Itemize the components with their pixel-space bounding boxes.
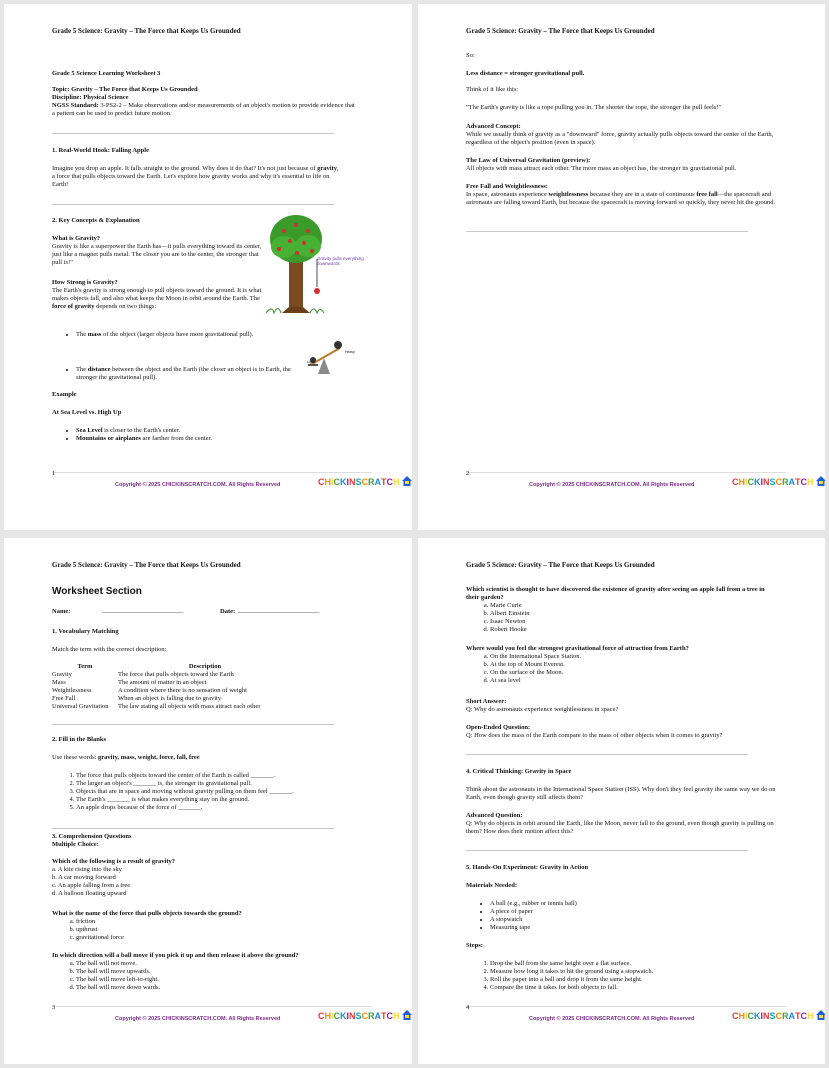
table-row <box>52 671 292 679</box>
divider <box>52 724 334 725</box>
option[interactable]: c. On the surface of the Moon. <box>490 669 710 677</box>
logo-letter: C <box>775 477 783 487</box>
logo-letter: A <box>788 1011 796 1021</box>
logo-letter: K <box>340 1011 347 1021</box>
so-text: So: <box>466 52 475 59</box>
table-row <box>52 695 292 703</box>
critical-thinking-text: Think about the astronauts in the International Space Station (ISS). Why don't they feel gravity the same way we do on Earth, even though gravity still affects them? <box>466 786 776 801</box>
law-heading: The Law of Universal Gravitation (preview): <box>466 157 591 164</box>
law-text: All objects with mass attract each other. The more mass an object has, the stronger its gravitational pull. <box>466 165 737 172</box>
logo-letter: R <box>782 477 789 487</box>
what-is-gravity-heading: What is Gravity? <box>52 235 101 242</box>
worksheet-title: Grade 5 Science Learning Worksheet 3 <box>52 70 161 77</box>
option[interactable]: a. The ball will not move. <box>76 960 296 968</box>
vocab-term: Mass <box>52 679 66 686</box>
vocab-description: A condition where there is no sensation of weight <box>118 687 247 694</box>
materials-list <box>466 900 710 932</box>
date-label: Date: <box>220 608 236 615</box>
list-item: 2. Measure how long it takes to hit the ground using a stopwatch. <box>490 968 770 976</box>
house-icon <box>402 476 412 486</box>
logo-letter: I <box>346 1011 350 1021</box>
free-fall-heading: Free Fall and Weightlessness: <box>466 183 548 190</box>
how-strong-text: The Earth's gravity is strong enough to pull objects toward the ground. It is what makes objects fall, and also what keeps the Moon in orbit around the Earth. The force of gravity depends on two things: <box>52 287 262 310</box>
section-1-text: Imagine you drop an apple. It falls straight to the ground. Why does it do that? It's not just because of gravity, a force that pulls objects toward the Earth. Let's explore how gravity works and why it's essential to life on Earth! <box>52 165 339 188</box>
logo-letter: C <box>747 1011 755 1021</box>
open-ended-heading: Open-Ended Question: <box>466 724 531 731</box>
option[interactable]: a. A kite rising into the sky <box>52 866 122 873</box>
section-2-heading: 2. Key Concepts & Explanation <box>52 217 140 224</box>
question-3-options <box>52 960 296 992</box>
logo-letter: C <box>747 477 755 487</box>
option[interactable]: c. Isaac Newton <box>490 618 690 626</box>
copyright-text: Copyright © 2025 CHICKINSCRATCH.COM. All Rights Reserved <box>529 1016 695 1022</box>
list-item: • The mass of the object (larger objects have more gravitational pull). <box>76 331 316 339</box>
vocab-table <box>52 663 292 711</box>
list-item: • Sea Level is closer to the Earth's center. <box>76 427 336 435</box>
logo-letter: I <box>745 1011 748 1021</box>
divider <box>52 828 334 829</box>
option[interactable]: d. A balloon floating upward <box>52 890 127 897</box>
page-3 <box>4 538 412 1064</box>
list-item: 1. The force that pulls objects toward the center of the Earth is called _______. <box>76 772 376 780</box>
option[interactable]: a. On the International Space Station. <box>490 653 710 661</box>
vocab-description: When an object is falling due to gravity <box>118 695 222 702</box>
logo-letter: H <box>807 1011 814 1021</box>
logo-letter: C <box>361 477 369 487</box>
logo-letter: S <box>355 1011 362 1021</box>
vocab-term: Weightlessness <box>52 687 92 694</box>
logo-letter: C <box>732 477 739 487</box>
list-item: • Measuring tape <box>490 924 710 932</box>
vocab-term: Universal Gravitation <box>52 703 109 710</box>
option[interactable]: c. An apple falling from a tree <box>52 882 131 889</box>
footer-rule <box>466 1006 786 1007</box>
vocab-instructions: Match the term with the correct description: <box>52 646 167 653</box>
logo-letter: S <box>769 1011 776 1021</box>
option[interactable]: a. friction <box>76 918 276 926</box>
logo-letter: C <box>732 1011 739 1021</box>
brand-logo <box>732 1010 825 1021</box>
list-item: 3. Roll the paper into a ball and drop it from the same height. <box>490 976 770 984</box>
example-heading: Example <box>52 391 77 398</box>
logo-letter: K <box>340 477 347 487</box>
logo-letter: N <box>349 477 356 487</box>
gravity-factors-list <box>52 331 316 339</box>
logo-letter: C <box>318 477 325 487</box>
logo-letter: K <box>754 1011 761 1021</box>
option[interactable]: b. upthrust <box>76 926 276 934</box>
question-4: Which scientist is thought to have discovered the existence of gravity after seeing an apple fall from a tree in their garden? <box>466 586 765 601</box>
list-item: • Mountains or airplanes are farther from the center. <box>76 435 336 443</box>
fill-blanks-heading: 2. Fill in the Blanks <box>52 736 106 743</box>
vocab-term: Gravity <box>52 671 72 678</box>
logo-letter: K <box>754 477 761 487</box>
logo-letter: C <box>361 1011 369 1021</box>
logo-letter: C <box>333 1011 341 1021</box>
logo-letter: T <box>795 477 801 487</box>
logo-letter: S <box>355 477 362 487</box>
scale-light-label: Light <box>307 360 315 364</box>
fill-blanks-list <box>52 772 376 812</box>
list-item: 5. An apple drops because of the force of _______. <box>76 804 376 812</box>
list-item: • A ball (e.g., rubber or tennis ball) <box>490 900 710 908</box>
question-1: Which of the following is a result of gravity? <box>52 858 176 865</box>
logo-letter: C <box>318 1011 325 1021</box>
column-header: Term <box>77 663 93 670</box>
section-1-heading: 1. Real-World Hook: Falling Apple <box>52 147 149 154</box>
question-5-options <box>466 653 710 685</box>
logo-letter: C <box>800 1011 808 1021</box>
page-header: Grade 5 Science: Gravity – The Force that Keeps Us Grounded <box>466 561 655 569</box>
logo-letter: N <box>763 1011 770 1021</box>
logo-letter: I <box>331 477 334 487</box>
sea-level-heading: At Sea Level vs. High Up <box>52 409 122 416</box>
vocab-description: The law stating all objects with mass attract each other <box>118 703 261 710</box>
list-item: 2. The larger an object's _______ is, the stronger its gravitational pull. <box>76 780 376 788</box>
logo-letter: C <box>386 477 394 487</box>
column-header: Description <box>188 663 222 670</box>
logo-letter: I <box>760 1011 764 1021</box>
steps-list <box>466 960 770 992</box>
logo-letter: T <box>381 477 387 487</box>
what-is-gravity-text: Gravity is like a superpower the Earth has—it pulls everything toward its center, just like a magnet pulls metal. The closer you are to the center, the stronger that pull is!" <box>52 243 262 266</box>
footer-rule <box>52 1006 372 1007</box>
option[interactable]: c. The ball will move left-to-right. <box>76 976 296 984</box>
logo-letter: H <box>738 1011 745 1021</box>
ngss-standard: NGSS Standard: 3-PS2-2 – Make observations and/or measurements of an object's motion to provide evidence that a pattern can be used to predict future motion. <box>52 102 355 117</box>
logo-letter: C <box>386 1011 394 1021</box>
logo-letter: H <box>324 1011 331 1021</box>
question-1-options <box>52 866 130 898</box>
steps-heading: Steps: <box>466 942 483 949</box>
scale-heavy-label: Heavy <box>345 350 355 354</box>
free-fall-text: In space, astronauts experience weightlessness because they are in a state of continuous free fall—the spacecraft and astronauts are falling toward Earth, but because the spacecraft is moving forward so quickly, they never hit the ground. <box>466 191 776 206</box>
advanced-question-text: Q: Why do objects in orbit around the Earth, like the Moon, never fall to the ground, even though gravity is pulling on them? How does their motion affect this? <box>466 820 774 835</box>
logo-letter: N <box>349 1011 356 1021</box>
page-4 <box>418 538 825 1064</box>
question-4-options <box>466 602 690 634</box>
list-item: • A stopwatch <box>490 916 710 924</box>
footer-rule <box>52 472 372 473</box>
logo-letter: H <box>324 477 331 487</box>
logo-letter: H <box>393 1011 400 1021</box>
logo-letter: C <box>333 477 341 487</box>
brand-logo <box>732 476 825 487</box>
discipline-line: Discipline: Physical Science <box>52 94 129 101</box>
worksheet-section-title: Worksheet Section <box>52 586 142 597</box>
option[interactable]: d. Robert Hooke <box>490 626 690 634</box>
fill-blanks-instructions: Use these words: gravity, mass, weight, force, fall, free <box>52 754 200 761</box>
gravity-factors-list-2 <box>52 366 311 382</box>
list-item: 4. Compare the time it takes for both objects to fall. <box>490 984 770 992</box>
date-field[interactable]: _________________________ <box>238 607 320 614</box>
logo-letter: H <box>738 477 745 487</box>
option[interactable]: d. At sea level <box>490 677 710 685</box>
logo-letter: A <box>374 477 382 487</box>
logo-letter: S <box>769 477 776 487</box>
option[interactable]: a. Marie Curie <box>490 602 690 610</box>
option[interactable]: c. gravitational force <box>76 934 276 942</box>
logo-letter: I <box>760 477 764 487</box>
rope-quote: "The Earth's gravity is like a rope pulling you in. The shorter the rope, the stronger the pull feels!" <box>466 104 722 111</box>
divider <box>52 133 334 134</box>
logo-letter: R <box>368 477 375 487</box>
balance-scale-illustration <box>304 336 364 376</box>
advanced-question-heading: Advanced Question: <box>466 812 523 819</box>
logo-letter: T <box>795 1011 801 1021</box>
table-row <box>52 703 292 711</box>
divider <box>466 231 748 232</box>
page-2 <box>418 4 825 530</box>
footer-rule <box>466 472 786 473</box>
multiple-choice-heading: Multiple Choice: <box>52 841 99 848</box>
page-header: Grade 5 Science: Gravity – The Force that Keeps Us Grounded <box>52 27 241 35</box>
logo-letter: H <box>393 477 400 487</box>
name-label: Name: <box>52 608 71 615</box>
page-number: 4 <box>466 1004 470 1011</box>
how-strong-heading: How Strong is Gravity? <box>52 279 118 286</box>
logo-letter: A <box>374 1011 382 1021</box>
table-row <box>52 679 292 687</box>
tree-caption: Gravity pulls everything downwards <box>317 256 364 266</box>
logo-letter: H <box>807 477 814 487</box>
logo-letter: T <box>381 1011 387 1021</box>
page-number: 2 <box>466 470 470 477</box>
topic-line: Topic: Gravity – The Force that Keeps Us Grounded <box>52 86 198 93</box>
house-icon <box>816 1010 825 1020</box>
logo-letter: I <box>331 1011 334 1021</box>
less-distance-text: Less distance = stronger gravitational pull. <box>466 70 585 77</box>
short-answer-heading: Short Answer: <box>466 698 507 705</box>
option[interactable]: b. A car moving forward <box>52 874 116 881</box>
advanced-concept-heading: Advanced Concept: <box>466 123 521 130</box>
materials-heading: Materials Needed: <box>466 882 518 889</box>
logo-letter: C <box>800 477 808 487</box>
page-number: 1 <box>52 470 56 477</box>
logo-letter: C <box>775 1011 783 1021</box>
vocab-heading: 1. Vocabulary Matching <box>52 628 119 635</box>
vocab-description: The force that pulls objects toward the Earth <box>118 671 234 678</box>
divider <box>466 754 748 755</box>
name-field[interactable]: _________________________ <box>102 607 184 614</box>
list-item: 4. The Earth's _______ is what makes everything stay on the ground. <box>76 796 376 804</box>
logo-letter: A <box>788 477 796 487</box>
copyright-text: Copyright © 2025 CHICKINSCRATCH.COM. All Rights Reserved <box>115 1016 281 1022</box>
divider <box>52 204 334 205</box>
copyright-text: Copyright © 2025 CHICKINSCRATCH.COM. All Rights Reserved <box>115 482 281 488</box>
think-text: Think of it like this: <box>466 86 518 93</box>
question-2: What is the name of the force that pulls objects towards the ground? <box>52 910 242 917</box>
page-header: Grade 5 Science: Gravity – The Force that Keeps Us Grounded <box>466 27 655 35</box>
table-row <box>52 687 292 695</box>
page-header: Grade 5 Science: Gravity – The Force that Keeps Us Grounded <box>52 561 241 569</box>
list-item: • A piece of paper <box>490 908 710 916</box>
experiment-heading: 5. Hands-On Experiment: Gravity in Action <box>466 864 589 871</box>
open-ended-question: Q: How does the mass of the Earth compare to the mass of other objects when it comes to gravity? <box>466 732 723 739</box>
option[interactable]: b. At the top of Mount Everest. <box>490 661 710 669</box>
page-number: 3 <box>52 1004 56 1011</box>
brand-logo <box>318 1010 412 1021</box>
question-2-options <box>52 918 276 942</box>
list-item: 1. Drop the ball from the same height over a flat surface. <box>490 960 770 968</box>
logo-letter: I <box>745 477 748 487</box>
copyright-text: Copyright © 2025 CHICKINSCRATCH.COM. All Rights Reserved <box>529 482 695 488</box>
house-icon <box>402 1010 412 1020</box>
option[interactable]: b. The ball will move upwards. <box>76 968 296 976</box>
brand-logo <box>318 476 412 487</box>
logo-letter: I <box>346 477 350 487</box>
logo-letter: R <box>368 1011 375 1021</box>
vocab-description: The amount of matter in an object <box>118 679 207 686</box>
option[interactable]: b. Albert Einstein <box>490 610 690 618</box>
logo-letter: R <box>782 1011 789 1021</box>
question-5: Where would you feel the strongest gravitational force of attraction from Earth? <box>466 645 689 652</box>
divider <box>466 850 748 851</box>
list-item: 3. Objects that are in space and moving without gravity pulling on them feel _______. <box>76 788 376 796</box>
question-3: In which direction will a ball move if you pick it up and then release it above the ground? <box>52 952 299 959</box>
sea-level-list <box>52 427 336 443</box>
critical-thinking-heading: 4. Critical Thinking: Gravity in Space <box>466 768 572 775</box>
comprehension-heading: 3. Comprehension Questions <box>52 833 132 840</box>
list-item: • The distance between the object and the Earth (the closer an object is to Earth, the stronger the gravitational pull). <box>76 366 311 382</box>
logo-letter: N <box>763 477 770 487</box>
house-icon <box>816 476 825 486</box>
page-1 <box>4 4 412 530</box>
option[interactable]: d. The ball will move down wards. <box>76 984 296 992</box>
short-answer-question: Q: Why do astronauts experience weightlessness in space? <box>466 706 619 713</box>
advanced-concept-text: While we usually think of gravity as a "downward" force, gravity actually pulls objects toward the center of the Earth, regardless of the object's position (even in space). <box>466 131 774 146</box>
vocab-term: Free Fall <box>52 695 76 702</box>
